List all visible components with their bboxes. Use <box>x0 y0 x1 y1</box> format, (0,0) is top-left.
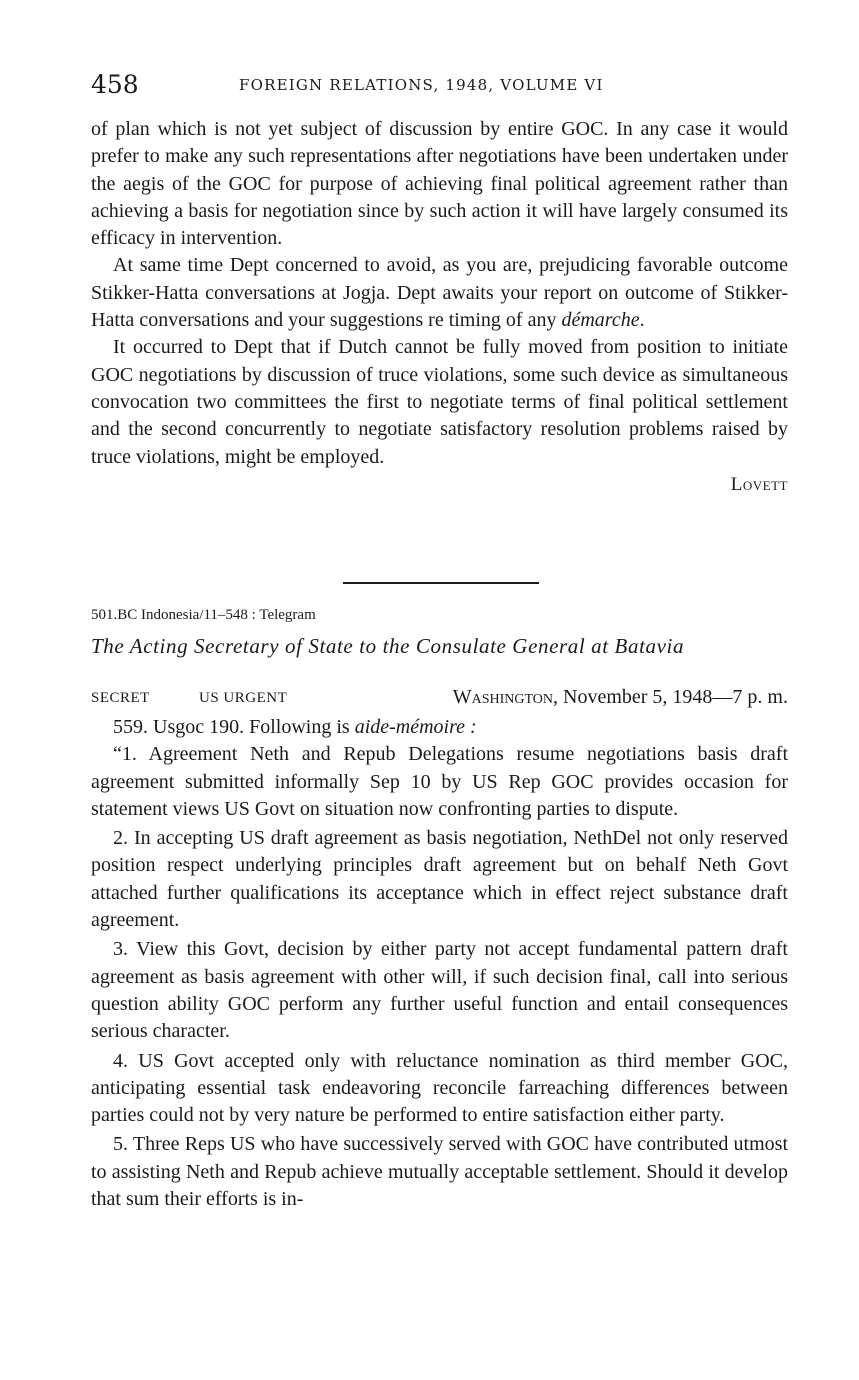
classification: SECRET <box>91 690 150 706</box>
telegram-intro-text: 559. Usgoc 190. Following is <box>113 716 355 738</box>
paragraph-2 <box>91 252 788 334</box>
dateline <box>91 686 788 714</box>
urgency-marking: US URGENT <box>199 690 288 706</box>
item-3: 3. View this Govt, decision by either party not accept fundamental pattern draft agreement as basis agreement with other will, if such decision final, call into serious question ability GOC perform any further useful function and entail consequences serious character. <box>91 938 788 1043</box>
continuation-text <box>91 116 788 498</box>
paragraph-2-text: At same time Dept concerned to avoid, as you are, prejudicing favorable outcome Stikker-Hatta conversations at Jogja. Dept awaits your report on outcome of Stikker-Hatta conversations and your suggestions re timing of any <box>91 254 788 332</box>
item-5: 5. Three Reps US who have successively served with GOC have contributed utmost to assisting Neth and Repub achieve mutually acceptable settlement. Should it develop that sum their efforts is in- <box>91 1133 788 1211</box>
signature: Lovett <box>730 473 788 495</box>
telegram-body <box>91 714 788 1213</box>
item-1: “1. Agreement Neth and Repub Delegations resume negotiations basis draft agreement submitted informally Sep 10 by US Rep GOC provides occasion for statement views US Govt on situation now confronting parties to dispute. <box>91 743 788 820</box>
item-4: 4. US Govt accepted only with reluctance nomination as third member GOC, anticipating essential task endeavoring reconcile farreaching differences between parties could not by very nature be performed to entire satisfaction either party. <box>91 1049 788 1127</box>
telegram-intro <box>91 714 788 741</box>
file-reference: 501.BC Indonesia/11–548 : Telegram <box>91 607 316 623</box>
paragraph-2-italic: démarche <box>561 309 640 332</box>
paragraph-3: It occurred to Dept that if Dutch cannot be fully moved from position to initiate GOC negotiations by discussion of truce violations, some such device as simultaneous convocation two committees the first to negotiate terms of final political settlement and the second concurrently to negotiate satisfactory resolution problems raised by truce violations, might be employed. <box>91 336 788 468</box>
page-header <box>91 70 791 104</box>
section-divider <box>343 582 539 584</box>
item-2: 2. In accepting US draft agreement as basis negotiation, NethDel not only reserved position respect underlying principles draft agreement but on behalf Neth Govt attached further qualifications its acceptance which in effect reject substance draft agreement. <box>91 827 788 932</box>
paragraph-2-end: . <box>639 309 645 332</box>
telegram-intro-italic: aide-mémoire : <box>354 716 477 738</box>
page-number: 458 <box>91 70 139 99</box>
place: Washington <box>452 686 554 708</box>
document-title: The Acting Secretary of State to the Consulate General at Batavia <box>91 634 685 658</box>
running-head: FOREIGN RELATIONS, 1948, VOLUME VI <box>239 76 604 94</box>
paragraph-1: of plan which is not yet subject of discussion by entire GOC. In any case it would prefer to make any such representations after negotiations have been undertaken under the aegis of the GOC for purpose of achieving final political agreement rather than achieving a basis for negotiation since by such action it will have largely consumed its efficacy in intervention. <box>91 118 788 250</box>
place-and-date <box>453 686 788 709</box>
date-time: , November 5, 1948—7 p. m. <box>553 686 788 708</box>
